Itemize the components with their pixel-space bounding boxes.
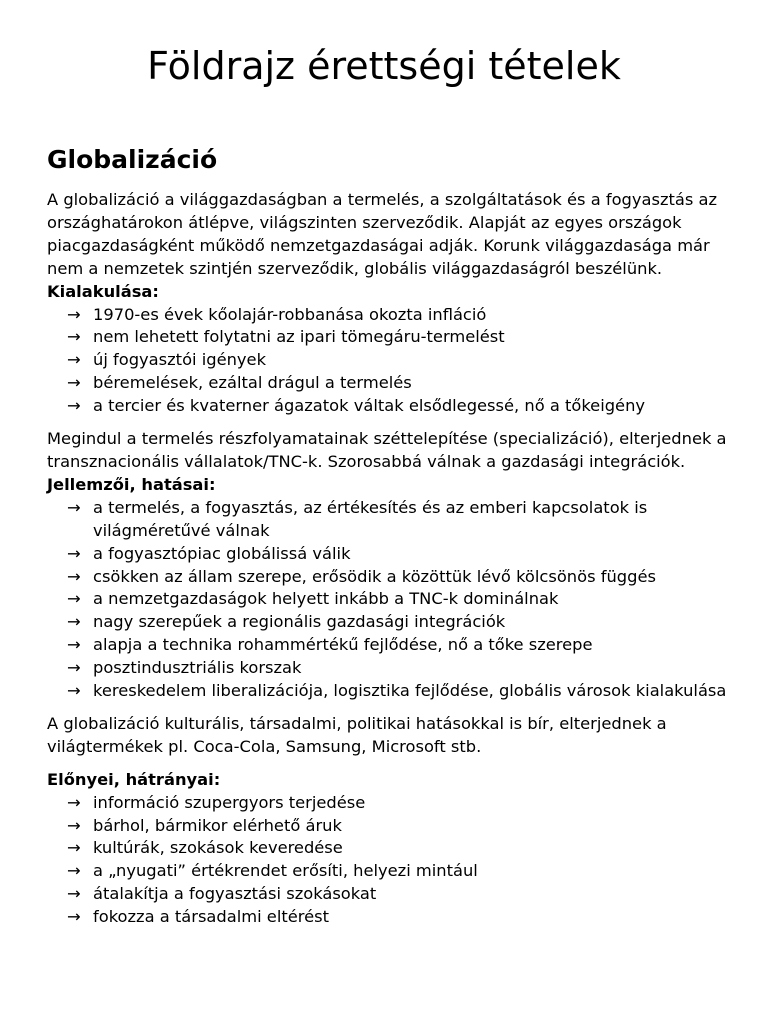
arrow-icon: → xyxy=(67,589,81,609)
list-item-text: nem lehetett folytatni az ipari tömegáru-termelést xyxy=(93,327,505,347)
arrow-icon: → xyxy=(67,681,81,701)
section-heading: Globalizáció xyxy=(47,145,218,174)
intro-text: A globalizáció a világgazdaságban a termelés, a szolgáltatások és a fogyasztás az országhatárokon átlépve, világszinten szerveződik. Alapját az egyes országok piacgazdaságként működő nemzetgazdaságai adják. Korunk világgazdasága már nem a nemzetek szintjén szerveződik, globális világgazdaságról beszélünk. xyxy=(47,190,718,278)
list-item xyxy=(47,657,727,680)
arrow-icon: → xyxy=(67,543,81,563)
arrow-icon: → xyxy=(67,304,81,324)
list-item xyxy=(47,304,727,327)
list-item-text: csökken az állam szerepe, erősödik a közöttük lévő kölcsönös függés xyxy=(93,566,656,586)
list-item xyxy=(47,497,727,543)
list-item-text: a „nyugati” értékrendet erősíti, helyezi mintául xyxy=(93,861,478,881)
list-item-text: a termelés, a fogyasztás, az értékesítés és az emberi kapcsolatok is világméretűvé válnak xyxy=(93,497,648,540)
features-list xyxy=(47,497,727,703)
list-item xyxy=(47,792,727,815)
arrow-icon: → xyxy=(67,907,81,927)
list-item xyxy=(47,837,727,860)
arrow-icon: → xyxy=(67,612,81,632)
arrow-icon: → xyxy=(67,815,81,835)
list-item xyxy=(47,395,727,418)
list-item xyxy=(47,349,727,372)
list-item xyxy=(47,860,727,883)
list-item xyxy=(47,906,727,929)
origin-label: Kialakulása: xyxy=(47,281,159,301)
list-item xyxy=(47,566,727,589)
arrow-icon: → xyxy=(67,635,81,655)
origin-list xyxy=(47,304,727,419)
list-item xyxy=(47,680,727,703)
list-item-text: kereskedelem liberalizációja, logisztika fejlődése, globális városok kialakulása xyxy=(93,681,727,701)
arrow-icon: → xyxy=(67,861,81,881)
arrow-icon: → xyxy=(67,838,81,858)
list-item-text: a fogyasztópiac globálissá válik xyxy=(93,543,351,563)
list-item xyxy=(47,372,727,395)
list-item-text: nagy szerepűek a regionális gazdasági integrációk xyxy=(93,612,506,632)
arrow-icon: → xyxy=(67,396,81,416)
arrow-icon: → xyxy=(67,327,81,347)
list-item-text: alapja a technika rohammértékű fejlődése, nő a tőke szerepe xyxy=(93,635,593,655)
arrow-icon: → xyxy=(67,373,81,393)
list-item-text: 1970-es évek kőolajár-robbanása okozta infláció xyxy=(93,304,487,324)
arrow-icon: → xyxy=(67,884,81,904)
list-item-text: fokozza a társadalmi eltérést xyxy=(93,907,329,927)
section-globalization xyxy=(47,143,727,929)
arrow-icon: → xyxy=(67,497,81,517)
list-item-text: bárhol, bármikor elérhető áruk xyxy=(93,815,342,835)
document-title: Földrajz érettségi tételek xyxy=(147,44,621,88)
pros-cons-label: Előnyei, hátrányai: xyxy=(47,769,221,789)
list-item xyxy=(47,326,727,349)
list-item-text: a tercier és kvaterner ágazatok váltak elsődlegessé, nő a tőkeigény xyxy=(93,396,646,416)
list-item xyxy=(47,611,727,634)
list-item xyxy=(47,883,727,906)
list-item xyxy=(47,634,727,657)
list-item-text: információ szupergyors terjedése xyxy=(93,792,366,812)
list-item-text: posztindusztriális korszak xyxy=(93,658,302,678)
list-item xyxy=(47,815,727,838)
list-item-text: béremelések, ezáltal drágul a termelés xyxy=(93,373,412,393)
arrow-icon: → xyxy=(67,350,81,370)
process-paragraph: Megindul a termelés részfolyamatainak széttelepítése (specializáció), elterjednek a transznacionális vállalatok/TNC-k. Szorosabbá válnak a gazdasági integrációk. xyxy=(47,429,727,471)
list-item xyxy=(47,588,727,611)
intro-paragraph xyxy=(47,189,727,304)
arrow-icon: → xyxy=(67,566,81,586)
list-item-text: a nemzetgazdaságok helyett inkább a TNC-k dominálnak xyxy=(93,589,559,609)
pros-cons-list xyxy=(47,792,727,929)
list-item-text: átalakítja a fogyasztási szokásokat xyxy=(93,884,377,904)
arrow-icon: → xyxy=(67,658,81,678)
features-label: Jellemzői, hatásai: xyxy=(47,474,216,494)
list-item xyxy=(47,543,727,566)
arrow-icon: → xyxy=(67,792,81,812)
culture-paragraph: A globalizáció kulturális, társadalmi, politikai hatásokkal is bír, elterjednek a világtermékek pl. Coca-Cola, Samsung, Microsoft stb. xyxy=(47,713,667,756)
list-item-text: kultúrák, szokások keveredése xyxy=(93,838,343,858)
list-item-text: új fogyasztói igények xyxy=(93,350,267,370)
